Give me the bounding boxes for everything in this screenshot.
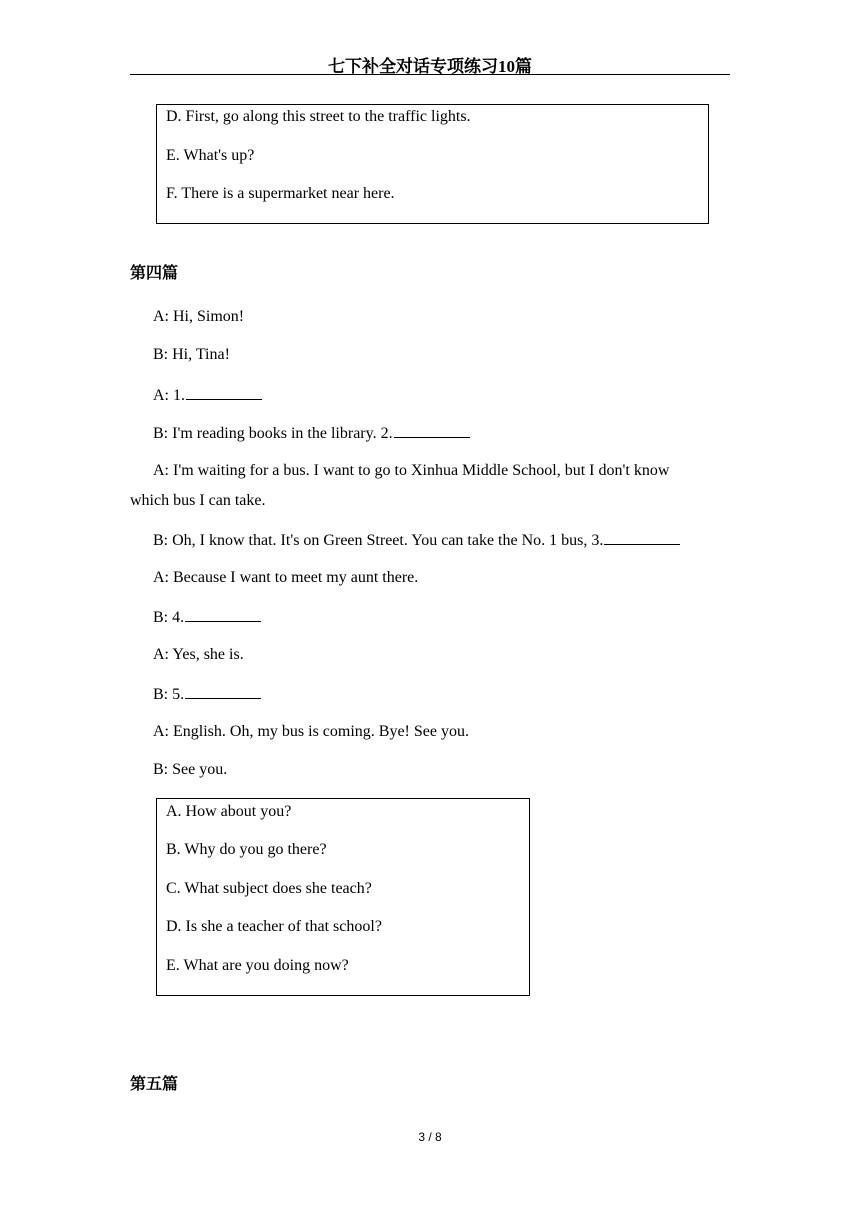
- blank-4: [185, 606, 261, 622]
- option-a: A. How about you?: [166, 803, 292, 820]
- dialogue-line: B: Hi, Tina!: [153, 346, 230, 363]
- dialogue-line: [153, 683, 261, 705]
- dialogue-line: [153, 422, 470, 444]
- option-d: D. Is she a teacher of that school?: [166, 918, 382, 935]
- option-c: C. What subject does she teach?: [166, 880, 372, 897]
- blank-5: [185, 683, 261, 699]
- option-e: E. What are you doing now?: [166, 957, 349, 974]
- header-title: 七下补全对话专项练习10篇: [328, 57, 532, 76]
- section-title-5: 第五篇: [130, 1076, 179, 1093]
- option-d: D. First, go along this street to the traffic lights.: [166, 108, 471, 125]
- dialogue-line: A: Yes, she is.: [153, 646, 244, 663]
- dialogue-line: A: English. Oh, my bus is coming. Bye! See you.: [153, 723, 469, 740]
- dialogue-text: B: Oh, I know that. It's on Green Street. You can take the No. 1 bus, 3.: [153, 532, 604, 549]
- dialogue-text: A: 1.: [153, 387, 185, 404]
- dialogue-line: B: See you.: [153, 761, 228, 778]
- dialogue-line-continued: which bus I can take.: [130, 492, 266, 509]
- dialogue-line: A: Because I want to meet my aunt there.: [153, 569, 419, 586]
- blank-3: [604, 529, 680, 545]
- dialogue-text: B: 4.: [153, 609, 185, 626]
- option-b: B. Why do you go there?: [166, 841, 327, 858]
- section-title-4: 第四篇: [130, 265, 179, 282]
- dialogue-text: B: I'm reading books in the library. 2.: [153, 425, 393, 442]
- dialogue-line: A: I'm waiting for a bus. I want to go to Xinhua Middle School, but I don't know: [153, 462, 670, 479]
- dialogue-line: A: Hi, Simon!: [153, 308, 245, 325]
- page-number: 3 / 8: [418, 1130, 442, 1144]
- blank-1: [186, 384, 262, 400]
- blank-2: [394, 422, 470, 438]
- dialogue-line: [153, 606, 261, 628]
- dialogue-text: B: 5.: [153, 686, 185, 703]
- dialogue-line: [153, 384, 262, 406]
- header-rule: [130, 74, 730, 75]
- option-f: F. There is a supermarket near here.: [166, 185, 395, 202]
- dialogue-line: [153, 529, 680, 551]
- option-e: E. What's up?: [166, 147, 255, 164]
